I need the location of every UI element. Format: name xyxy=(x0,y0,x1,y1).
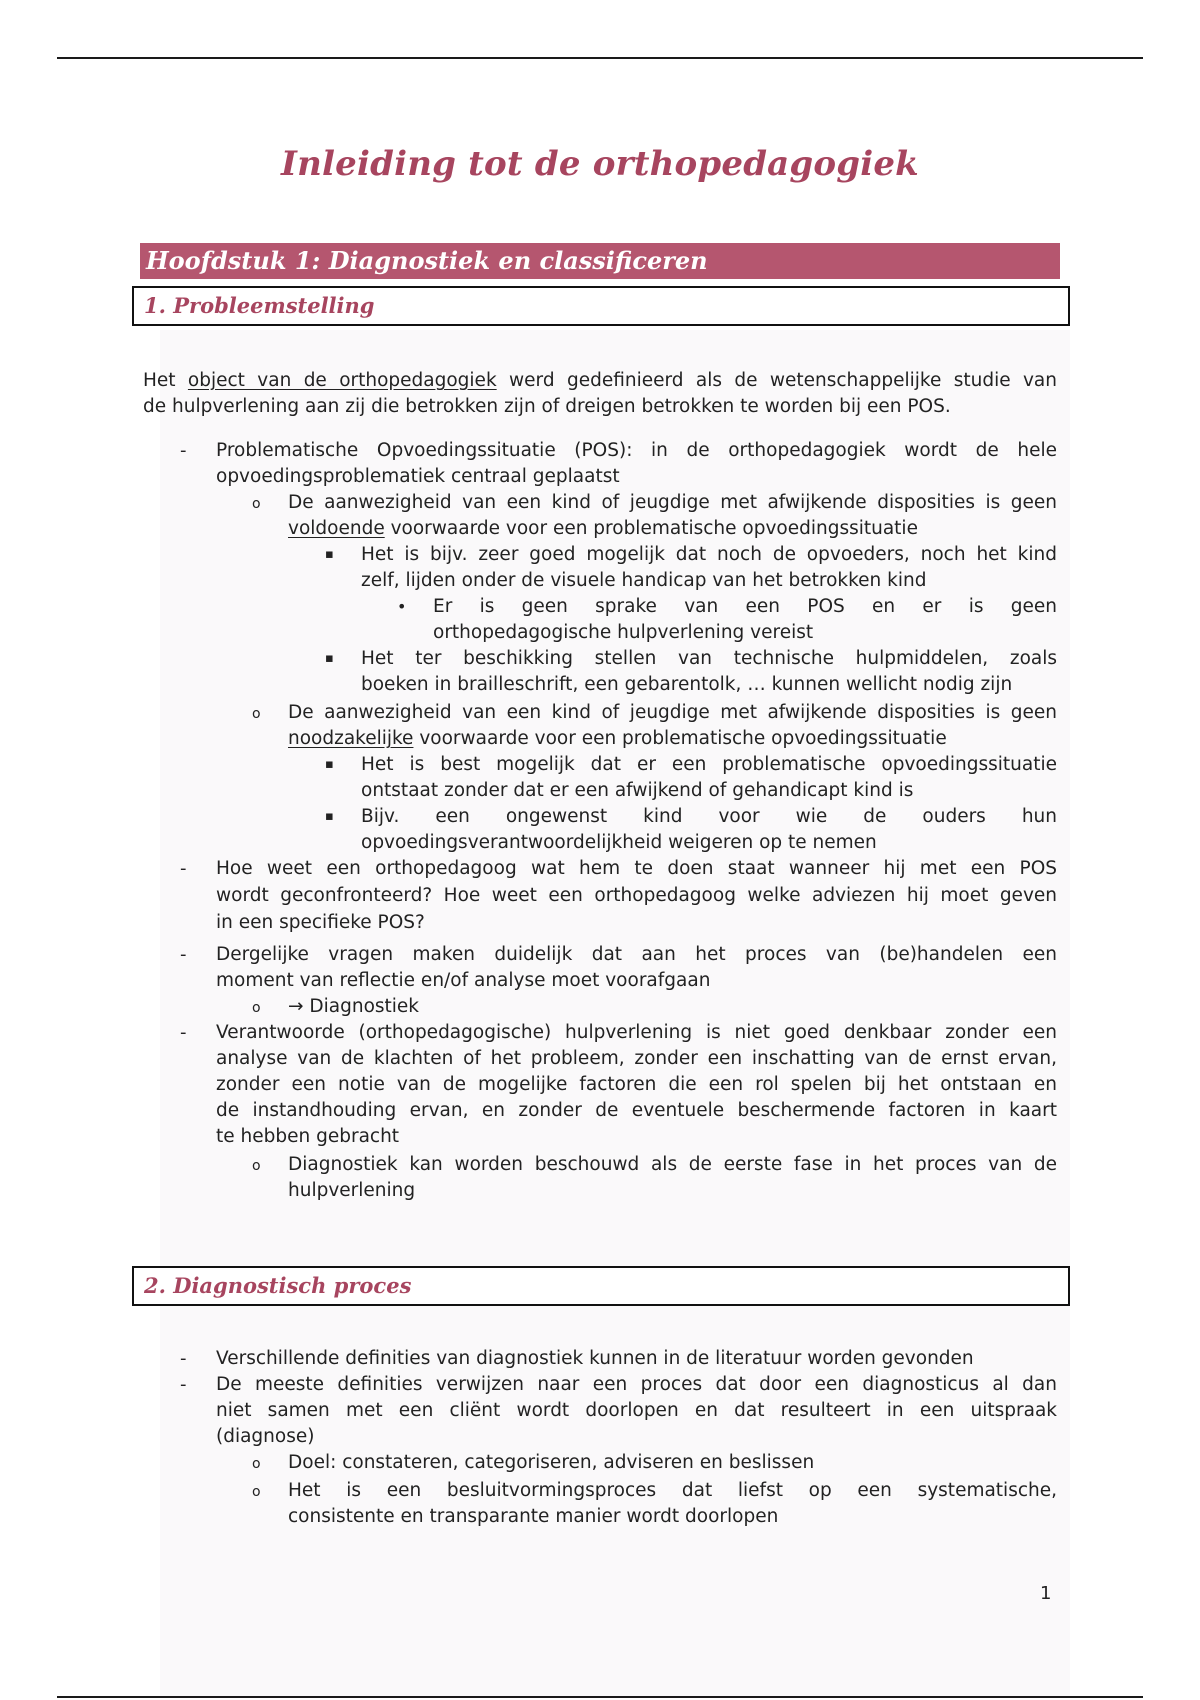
dash-bullet: - xyxy=(180,944,187,965)
underlined-term: voldoende xyxy=(288,518,385,539)
circle-bullet: o xyxy=(252,1158,261,1174)
list-item-text: ontstaat zonder dat er een afwijkend of gehandicapt kind is xyxy=(361,780,914,801)
list-item-text: Het is bijv. zeer goed mogelijk dat noch de opvoeders, noch het kind xyxy=(361,544,1057,565)
dot-bullet: • xyxy=(397,597,407,616)
list-item-text: analyse van de klachten of het probleem, zonder een inschatting van de ernst ervan, xyxy=(216,1048,1057,1069)
list-item-text: Verantwoorde (orthopedagogische) hulpverlening is niet goed denkbaar zonder een xyxy=(216,1022,1057,1043)
circle-bullet: o xyxy=(252,1000,261,1016)
list-item-text: Dergelijke vragen maken duidelijk dat aan het proces van (be)handelen een xyxy=(216,944,1057,965)
list-item-text: opvoedingsverantwoordelijkheid weigeren op te nemen xyxy=(361,832,877,853)
list-item-text: orthopedagogische hulpverlening vereist xyxy=(433,622,814,643)
list-item-text: consistente en transparante manier wordt doorlopen xyxy=(288,1506,779,1527)
list-item-text: De aanwezigheid van een kind of jeugdige met afwijkende disposities is geen xyxy=(288,492,1057,513)
list-item-text: wordt geconfronteerd? Hoe weet een orthopedagoog welke adviezen hij moet geven xyxy=(216,885,1057,906)
underlined-term: noodzakelijke xyxy=(288,728,414,749)
list-item-text: Het is een besluitvormingsproces dat liefst op een systematische, xyxy=(288,1480,1057,1501)
list-item-text: Er is geen sprake van een POS en er is geen xyxy=(433,596,1057,617)
intro-line: de hulpverlening aan zij die betrokken zijn of dreigen betrokken te worden bij een POS. xyxy=(143,396,951,417)
list-item-text: niet samen met een cliënt wordt doorlopen en dat resulteert in een uitspraak xyxy=(216,1400,1057,1421)
list-item-text: in een specifieke POS? xyxy=(216,912,425,933)
section-heading-probleemstelling: 1. Probleemstelling xyxy=(132,286,1070,326)
list-item-text: te hebben gebracht xyxy=(216,1126,400,1147)
list-item-text: moment van reflectie en/of analyse moet voorafgaan xyxy=(216,970,711,991)
list-item-text: → Diagnostiek xyxy=(288,996,420,1017)
underlined-term: object van de orthopedagogiek xyxy=(187,370,497,391)
square-bullet: ▪ xyxy=(325,757,334,772)
list-item-text: noodzakelijke voorwaarde voor een problematische opvoedingssituatie xyxy=(288,728,947,749)
dash-bullet: - xyxy=(180,1374,187,1395)
dash-bullet: - xyxy=(180,1022,187,1043)
list-item-text: De meeste definities verwijzen naar een proces dat door een diagnosticus al dan xyxy=(216,1374,1057,1395)
circle-bullet: o xyxy=(252,1456,261,1472)
circle-bullet: o xyxy=(252,1484,261,1500)
document-title: Inleiding tot de orthopedagogiek xyxy=(281,144,919,184)
top-rule xyxy=(57,57,1143,59)
list-item-text: Doel: constateren, categoriseren, adviseren en beslissen xyxy=(288,1452,815,1473)
dash-bullet: - xyxy=(180,858,187,879)
list-item-text: zelf, lijden onder de visuele handicap van het betrokken kind xyxy=(361,570,927,591)
list-item-text: Het is best mogelijk dat er een problematische opvoedingssituatie xyxy=(361,754,1057,775)
list-item-text: zonder een notie van de mogelijke factoren die een rol spelen bij het ontstaan en xyxy=(216,1074,1057,1095)
list-item-text: hulpverlening xyxy=(288,1180,416,1201)
list-item-text: (diagnose) xyxy=(216,1426,315,1447)
circle-bullet: o xyxy=(252,496,261,512)
list-item-text: Diagnostiek kan worden beschouwd als de eerste fase in het proces van de xyxy=(288,1154,1057,1175)
chapter-heading: Hoofdstuk 1: Diagnostiek en classificeren xyxy=(140,243,1060,279)
list-item-text: De aanwezigheid van een kind of jeugdige met afwijkende disposities is geen xyxy=(288,702,1057,723)
square-bullet: ▪ xyxy=(325,547,334,562)
list-item-text: Het ter beschikking stellen van technische hulpmiddelen, zoals xyxy=(361,648,1057,669)
list-item-text: voldoende voorwaarde voor een problematische opvoedingssituatie xyxy=(288,518,918,539)
square-bullet: ▪ xyxy=(325,809,334,824)
square-bullet: ▪ xyxy=(325,651,334,666)
list-item-text: opvoedingsproblematiek centraal geplaatst xyxy=(216,466,620,487)
list-item-text: Hoe weet een orthopedagoog wat hem te doen staat wanneer hij met een POS xyxy=(216,858,1057,879)
bottom-rule xyxy=(57,1696,1143,1698)
page-number: 1 xyxy=(1040,1583,1052,1604)
circle-bullet: o xyxy=(252,706,261,722)
list-item-text: de instandhouding ervan, en zonder de eventuele beschermende factoren in kaart xyxy=(216,1100,1057,1121)
intro-line: Het object van de orthopedagogiek werd gedefinieerd als de wetenschappelijke studie van xyxy=(143,370,1057,391)
list-item-text: boeken in brailleschrift, een gebarentolk, … kunnen wellicht nodig zijn xyxy=(361,674,1013,695)
dash-bullet: - xyxy=(180,1348,187,1369)
dash-bullet: - xyxy=(180,440,187,461)
section-heading-diagnostisch-proces: 2. Diagnostisch proces xyxy=(132,1266,1070,1306)
list-item-text: Bijv. een ongewenst kind voor wie de ouders hun xyxy=(361,806,1057,827)
list-item-text: Problematische Opvoedingssituatie (POS): in de orthopedagogiek wordt de hele xyxy=(216,440,1057,461)
list-item-text: Verschillende definities van diagnostiek kunnen in de literatuur worden gevonden xyxy=(216,1348,974,1369)
